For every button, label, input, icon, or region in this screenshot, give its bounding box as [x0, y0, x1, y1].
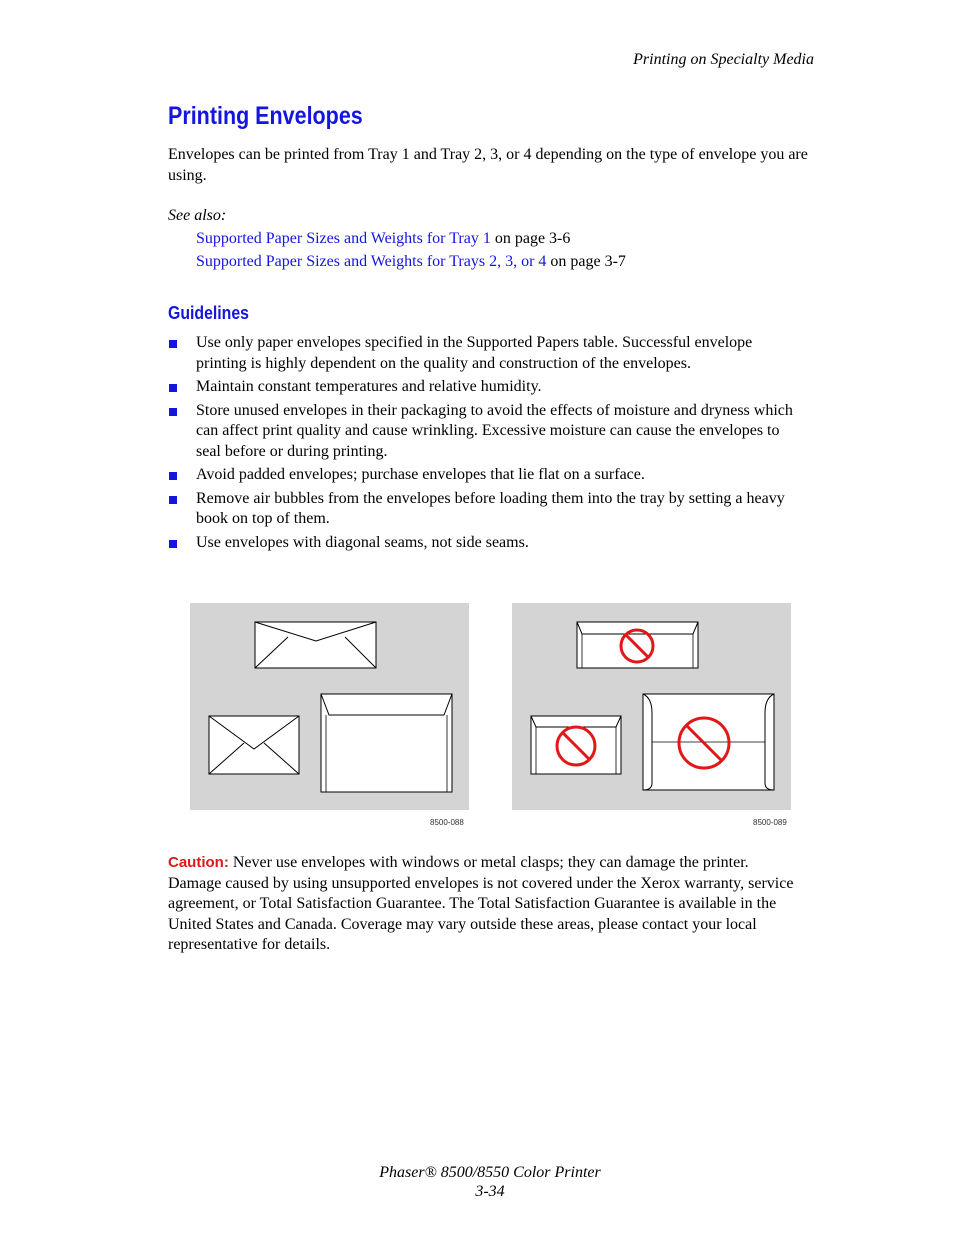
list-item [168, 533, 798, 554]
diagonal-seam-envelope-icon [255, 622, 376, 668]
list-item [168, 401, 798, 463]
link-suffix: on page 3-6 [490, 230, 571, 247]
list-item-text: Use only paper envelopes specified in the Supported Papers table. Successful envelope printing is highly dependent on the quality and construction of the envelopes. [196, 334, 753, 372]
link-trays234-sizes[interactable]: Supported Paper Sizes and Weights for Trays 2, 3, or 4 [196, 253, 547, 270]
guidelines-list [168, 333, 798, 556]
list-item-text: Maintain constant temperatures and relative humidity. [196, 378, 542, 395]
acceptable-envelopes-illustration [190, 603, 469, 810]
square-bullet-icon [169, 496, 177, 504]
caution-paragraph [168, 853, 800, 956]
figure-id-bad: 8500-089 [753, 818, 787, 827]
see-also-label: See also: [168, 207, 227, 224]
see-also-item-1 [196, 229, 570, 249]
figure-unacceptable-envelopes [512, 603, 791, 810]
square-bullet-icon [169, 340, 177, 348]
list-item [168, 489, 798, 530]
footer-page-number: 3-34 [475, 1183, 505, 1200]
list-item-text: Avoid padded envelopes; purchase envelopes that lie flat on a surface. [196, 466, 645, 483]
page-footer [0, 1163, 954, 1201]
figure-acceptable-envelopes [190, 603, 469, 810]
caution-label: Caution: [168, 854, 229, 871]
list-item-text: Store unused envelopes in their packaging to avoid the effects of moisture and dryness which can affect print quality and cause wrinkling. Excessive moisture can cause the envelopes to seal before or during printing. [196, 401, 793, 460]
page-title: Printing Envelopes [168, 102, 363, 130]
figure-id-good: 8500-088 [430, 818, 464, 827]
square-bullet-icon [169, 408, 177, 416]
list-item [168, 465, 798, 486]
list-item-text: Use envelopes with diagonal seams, not side seams. [196, 533, 529, 551]
link-suffix: on page 3-7 [546, 253, 626, 270]
running-header: Printing on Specialty Media [633, 51, 814, 68]
unacceptable-envelopes-illustration [512, 603, 791, 810]
diagonal-seam-envelope-icon [209, 716, 299, 774]
catalog-envelope-icon [321, 694, 452, 792]
square-bullet-icon [169, 472, 177, 480]
footer-product: Phaser® 8500/8550 Color Printer [379, 1164, 601, 1181]
square-bullet-icon [169, 384, 177, 392]
caution-text: Never use envelopes with windows or metal clasps; they can damage the printer. Damage caused by using unsupported envelopes is not covered under the Xerox warranty, service agreement, or Total Satisfaction Guarantee. The Total Satisfaction Guarantee is available in the United States and Canada. Coverage may vary outside these areas, please contact your local representative for details. [168, 854, 794, 953]
see-also-item-2 [196, 252, 626, 272]
list-item [168, 377, 798, 398]
link-tray1-sizes[interactable]: Supported Paper Sizes and Weights for Tray 1 [196, 230, 491, 247]
list-item [168, 333, 798, 374]
side-seam-catalog-envelope-icon [643, 694, 774, 790]
square-bullet-icon [169, 540, 177, 548]
list-item-text: Remove air bubbles from the envelopes before loading them into the tray by setting a heavy book on top of them. [196, 489, 785, 527]
intro-paragraph: Envelopes can be printed from Tray 1 and Tray 2, 3, or 4 depending on the type of envelope you are using. [168, 146, 808, 184]
guidelines-heading: Guidelines [168, 303, 249, 323]
